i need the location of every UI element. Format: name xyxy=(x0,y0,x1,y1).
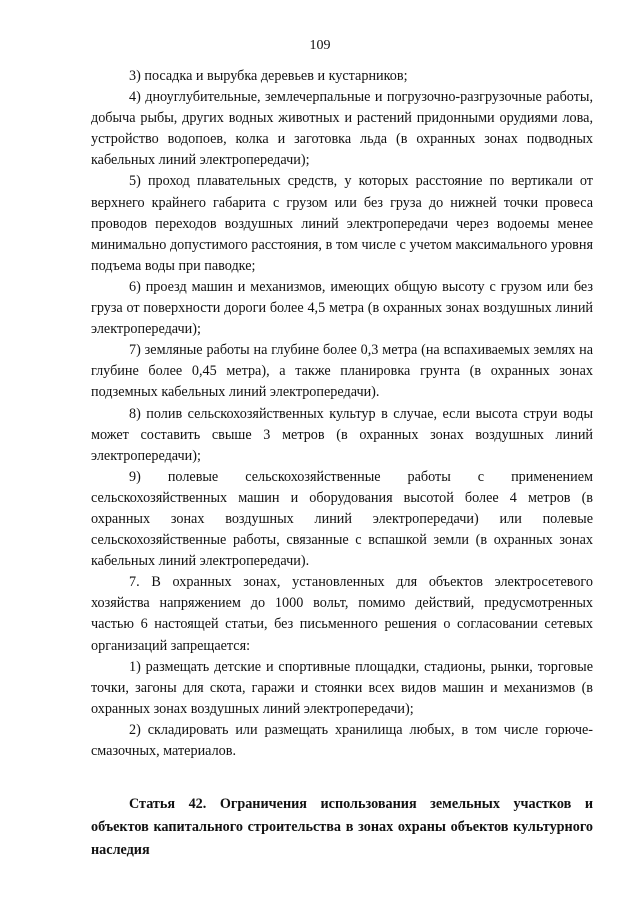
paragraph: 4) дноуглубительные, землечерпальные и погрузочно-разгрузочные работы, добыча рыбы, других водных животных и растений придонными орудиями лова, устройство водопоев, колка и заготовка льда (в охранных зонах подводных кабельных линий электропередачи); xyxy=(91,89,593,169)
page-body xyxy=(91,66,593,862)
page-number: 109 xyxy=(309,38,331,53)
paragraph: 2) складировать или размещать хранилища любых, в том числе горюче-смазочных, материалов. xyxy=(91,721,593,759)
paragraph: 7) земляные работы на глубине более 0,3 метра (на вспахиваемых землях на глубине более 0,45 метра), а также планировка грунта (в охранных зонах подземных кабельных линий электропередачи). xyxy=(91,342,593,401)
paragraph: 1) размещать детские и спортивные площадки, стадионы, рынки, торговые точки, загоны для скота, гаражи и стоянки всех видов машин и механизмов (в охранных зонах воздушных линий электропередачи); xyxy=(91,658,593,717)
article-heading: Статья 42. Ограничения использования земельных участков и объектов капитального строительства в зонах охраны объектов культурного наследия xyxy=(91,796,593,859)
paragraph: 7. В охранных зонах, установленных для объектов электросетевого хозяйства напряжением до 1000 вольт, помимо действий, предусмотренных частью 6 настоящей статьи, без письменного решения о согласовании сетевых организаций запрещается: xyxy=(91,574,593,654)
paragraph: 3) посадка и вырубка деревьев и кустарников; xyxy=(129,68,408,84)
paragraph: 8) полив сельскохозяйственных культур в случае, если высота струи воды может составить свыше 3 метров (в охранных зонах воздушных линий электропередачи); xyxy=(91,405,593,464)
paragraph: 5) проход плавательных средств, у которых расстояние по вертикали от верхнего крайнего габарита с грузом или без груза до нижней точки провеса проводов переходов воздушных линий электропередачи через водоемы менее минимально допустимого расстояния, в том числе с учетом максимального уровня подъема воды при паводке; xyxy=(91,173,593,274)
paragraph: 9) полевые сельскохозяйственные работы с применением сельскохозяйственных машин и оборудования высотой более 4 метров (в охранных зонах воздушных линий электропередачи) или полевые сельскохозяйственные работы, связанные с вспашкой земли (в охранных зонах кабельных линий электропередачи). xyxy=(91,468,593,570)
paragraph: 6) проезд машин и механизмов, имеющих общую высоту с грузом или без груза от поверхности дороги более 4,5 метра (в охранных зонах воздушных линий электропередачи); xyxy=(91,278,593,338)
